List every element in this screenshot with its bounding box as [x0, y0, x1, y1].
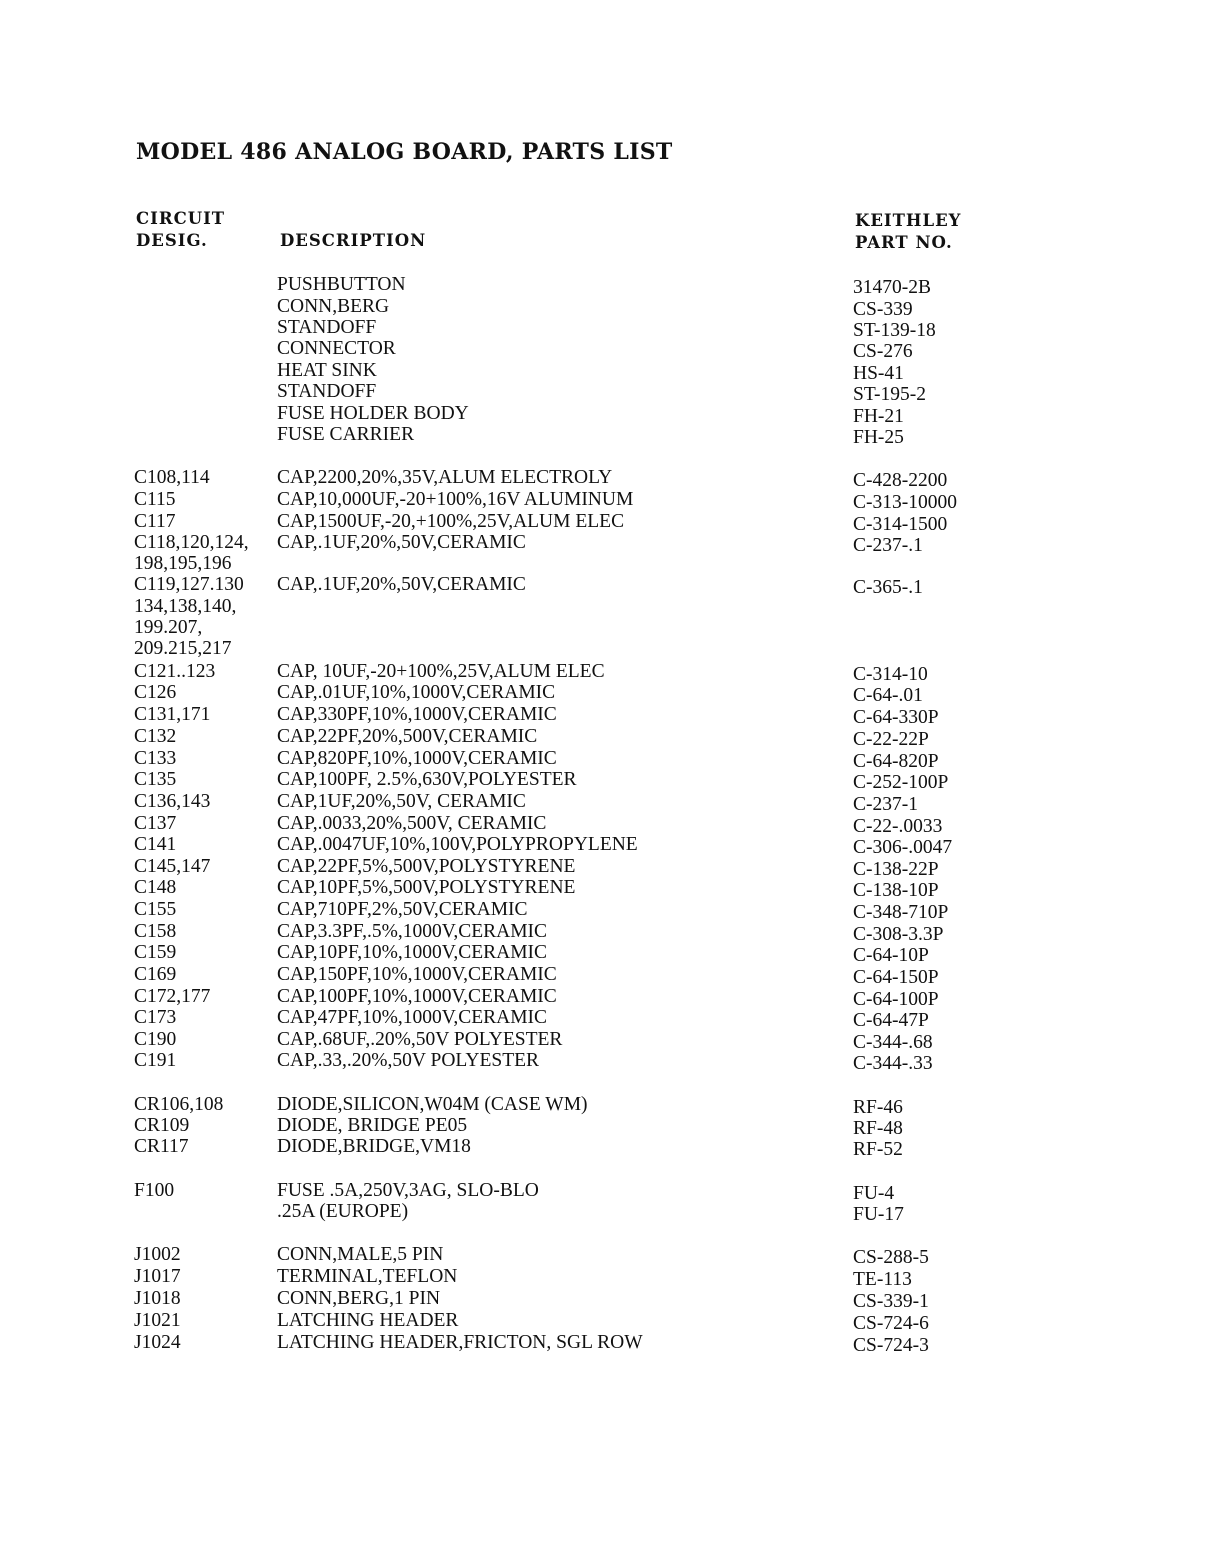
table-row — [0, 1266, 1224, 1288]
circuit-desig-cell: 199.207, — [134, 617, 203, 638]
circuit-desig-cell: C119,127.130 — [134, 574, 244, 595]
circuit-desig-cell: C169 — [134, 964, 177, 985]
description-cell: DIODE,BRIDGE,VM18 — [277, 1136, 471, 1157]
description-cell: CAP,1500UF,-20,+100%,25V,ALUM ELEC — [277, 511, 625, 532]
circuit-desig-cell: C148 — [134, 877, 177, 898]
circuit-desig-cell: C126 — [134, 682, 177, 703]
part-number-cell: C-237-.1 — [853, 535, 923, 556]
description-cell: CAP,100PF,10%,1000V,CERAMIC — [277, 986, 557, 1007]
table-row — [0, 532, 1224, 554]
table-row — [0, 511, 1224, 533]
table-row — [0, 553, 1224, 575]
part-number-cell: CS-288-5 — [853, 1247, 929, 1268]
table-row — [0, 856, 1224, 878]
circuit-desig-cell: F100 — [134, 1180, 175, 1201]
circuit-desig-cell: C135 — [134, 769, 177, 790]
table-row — [0, 877, 1224, 899]
part-number-cell: C-348-710P — [853, 902, 949, 923]
part-number-cell: TE-113 — [853, 1269, 912, 1290]
circuit-desig-cell: CR109 — [134, 1115, 190, 1136]
circuit-desig-cell: J1017 — [134, 1266, 181, 1287]
part-number-cell: CS-724-3 — [853, 1335, 929, 1356]
part-number-cell: C-64-330P — [853, 707, 939, 728]
part-number-cell: C-252-100P — [853, 772, 949, 793]
table-row — [0, 274, 1224, 296]
circuit-desig-cell: C155 — [134, 899, 177, 920]
table-row — [0, 1180, 1224, 1202]
circuit-desig-cell: J1002 — [134, 1244, 181, 1265]
part-number-cell: C-344-.33 — [853, 1053, 933, 1074]
part-number-cell: C-344-.68 — [853, 1032, 933, 1053]
circuit-desig-cell: C191 — [134, 1050, 177, 1071]
page-title: MODEL 486 ANALOG BOARD, PARTS LIST — [136, 139, 673, 165]
table-row — [0, 748, 1224, 770]
table-row — [0, 424, 1224, 446]
description-cell: HEAT SINK — [277, 360, 377, 381]
table-row — [0, 403, 1224, 425]
part-number-cell: FU-4 — [853, 1183, 895, 1204]
description-cell: CAP,10PF,5%,500V,POLYSTYRENE — [277, 877, 576, 898]
description-cell: CAP,.1UF,20%,50V,CERAMIC — [277, 574, 526, 595]
part-number-cell: C-64-820P — [853, 751, 939, 772]
table-row — [0, 899, 1224, 921]
table-row — [0, 1094, 1224, 1116]
table-row — [0, 574, 1224, 596]
description-cell: CONN,BERG — [277, 296, 390, 317]
description-cell: FUSE HOLDER BODY — [277, 403, 469, 424]
part-number-cell: C-428-2200 — [853, 470, 948, 491]
header-circuit-desig-line2: DESIG. — [136, 231, 208, 250]
table-row — [0, 617, 1224, 639]
table-row — [0, 813, 1224, 835]
table-row — [0, 1201, 1224, 1223]
description-cell: STANDOFF — [277, 317, 377, 338]
table-row — [0, 489, 1224, 511]
table-row — [0, 1115, 1224, 1137]
description-cell: FUSE .5A,250V,3AG, SLO-BLO — [277, 1180, 539, 1201]
description-cell: PUSHBUTTON — [277, 274, 406, 295]
part-number-cell: FH-25 — [853, 427, 904, 448]
description-cell: CONNECTOR — [277, 338, 396, 359]
table-row — [0, 1244, 1224, 1266]
part-number-cell: C-314-1500 — [853, 514, 948, 535]
part-number-cell: RF-48 — [853, 1118, 903, 1139]
description-cell: FUSE CARRIER — [277, 424, 415, 445]
circuit-desig-cell: C172,177 — [134, 986, 211, 1007]
part-number-cell: C-365-.1 — [853, 577, 923, 598]
description-cell: CAP,710PF,2%,50V,CERAMIC — [277, 899, 528, 920]
circuit-desig-cell: 209.215,217 — [134, 638, 232, 659]
table-row — [0, 296, 1224, 318]
table-row — [0, 381, 1224, 403]
description-cell: CAP,22PF,5%,500V,POLYSTYRENE — [277, 856, 576, 877]
description-cell: CAP,.01UF,10%,1000V,CERAMIC — [277, 682, 556, 703]
table-row — [0, 921, 1224, 943]
part-number-cell: C-314-10 — [853, 664, 928, 685]
header-circuit-desig-line1: CIRCUIT — [136, 209, 226, 228]
circuit-desig-cell: J1021 — [134, 1310, 181, 1331]
part-number-cell: C-64-47P — [853, 1010, 929, 1031]
circuit-desig-cell: J1024 — [134, 1332, 181, 1353]
table-row — [0, 726, 1224, 748]
description-cell: CAP, 10UF,-20+100%,25V,ALUM ELEC — [277, 661, 605, 682]
part-number-cell: C-22-.0033 — [853, 816, 943, 837]
description-cell: CAP,.1UF,20%,50V,CERAMIC — [277, 532, 526, 553]
part-number-cell: FU-17 — [853, 1204, 904, 1225]
table-row — [0, 360, 1224, 382]
header-part-line1: KEITHLEY — [855, 211, 962, 230]
table-row — [0, 661, 1224, 683]
table-row — [0, 964, 1224, 986]
circuit-desig-cell: C118,120,124, — [134, 532, 249, 553]
circuit-desig-cell: 134,138,140, — [134, 596, 237, 617]
description-cell: CAP,2200,20%,35V,ALUM ELECTROLY — [277, 467, 613, 488]
circuit-desig-cell: C141 — [134, 834, 177, 855]
part-number-cell: C-313-10000 — [853, 492, 957, 513]
part-number-cell: HS-41 — [853, 363, 904, 384]
part-number-cell: C-138-10P — [853, 880, 939, 901]
description-cell: CAP,47PF,10%,1000V,CERAMIC — [277, 1007, 548, 1028]
description-cell: LATCHING HEADER — [277, 1310, 459, 1331]
table-row — [0, 1332, 1224, 1354]
part-number-cell: ST-195-2 — [853, 384, 926, 405]
description-cell: CONN,BERG,1 PIN — [277, 1288, 441, 1309]
part-number-cell: FH-21 — [853, 406, 904, 427]
part-number-cell: CS-339-1 — [853, 1291, 929, 1312]
description-cell: .25A (EUROPE) — [277, 1201, 409, 1222]
table-row — [0, 1029, 1224, 1051]
description-cell: CAP,.0047UF,10%,100V,POLYPROPYLENE — [277, 834, 638, 855]
description-cell: CAP,.68UF,.20%,50V POLYESTER — [277, 1029, 563, 1050]
circuit-desig-cell: C131,171 — [134, 704, 211, 725]
circuit-desig-cell: C145,147 — [134, 856, 211, 877]
part-number-cell: C-237-1 — [853, 794, 918, 815]
table-row — [0, 791, 1224, 813]
table-row — [0, 338, 1224, 360]
circuit-desig-cell: C173 — [134, 1007, 177, 1028]
circuit-desig-cell: C121..123 — [134, 661, 216, 682]
table-row — [0, 317, 1224, 339]
part-number-cell: CS-276 — [853, 341, 913, 362]
description-cell: DIODE, BRIDGE PE05 — [277, 1115, 468, 1136]
table-row — [0, 682, 1224, 704]
description-cell: CAP,330PF,10%,1000V,CERAMIC — [277, 704, 557, 725]
circuit-desig-cell: C136,143 — [134, 791, 211, 812]
description-cell: CAP,22PF,20%,500V,CERAMIC — [277, 726, 538, 747]
circuit-desig-cell: C137 — [134, 813, 177, 834]
table-row — [0, 769, 1224, 791]
circuit-desig-cell: C115 — [134, 489, 176, 510]
description-cell: TERMINAL,TEFLON — [277, 1266, 458, 1287]
table-row — [0, 834, 1224, 856]
table-row — [0, 467, 1224, 489]
table-row — [0, 1007, 1224, 1029]
circuit-desig-cell: CR117 — [134, 1136, 189, 1157]
description-cell: CAP,.0033,20%,500V, CERAMIC — [277, 813, 547, 834]
part-number-cell: C-64-150P — [853, 967, 939, 988]
circuit-desig-cell: C190 — [134, 1029, 177, 1050]
table-row — [0, 1310, 1224, 1332]
table-row — [0, 1288, 1224, 1310]
part-number-cell: 31470-2B — [853, 277, 931, 298]
part-number-cell: RF-52 — [853, 1139, 903, 1160]
description-cell: CONN,MALE,5 PIN — [277, 1244, 444, 1265]
table-row — [0, 596, 1224, 618]
circuit-desig-cell: C133 — [134, 748, 177, 769]
part-number-cell: C-64-10P — [853, 945, 929, 966]
part-number-cell: C-306-.0047 — [853, 837, 953, 858]
part-number-cell: C-64-100P — [853, 989, 939, 1010]
table-row — [0, 1136, 1224, 1158]
description-cell: CAP,.33,.20%,50V POLYESTER — [277, 1050, 540, 1071]
description-cell: CAP,3.3PF,.5%,1000V,CERAMIC — [277, 921, 548, 942]
part-number-cell: ST-139-18 — [853, 320, 936, 341]
description-cell: CAP,10PF,10%,1000V,CERAMIC — [277, 942, 548, 963]
part-number-cell: C-64-.01 — [853, 685, 923, 706]
description-cell: CAP,100PF, 2.5%,630V,POLYESTER — [277, 769, 577, 790]
header-part-line2: PART NO. — [855, 233, 953, 252]
header-description: DESCRIPTION — [280, 231, 427, 250]
table-row — [0, 704, 1224, 726]
table-row — [0, 1050, 1224, 1072]
part-number-cell: CS-724-6 — [853, 1313, 929, 1334]
description-cell: CAP,10,000UF,-20+100%,16V ALUMINUM — [277, 489, 634, 510]
part-number-cell: RF-46 — [853, 1097, 903, 1118]
circuit-desig-cell: J1018 — [134, 1288, 181, 1309]
circuit-desig-cell: C108,114 — [134, 467, 210, 488]
description-cell: CAP,820PF,10%,1000V,CERAMIC — [277, 748, 557, 769]
part-number-cell: CS-339 — [853, 299, 913, 320]
table-row — [0, 942, 1224, 964]
table-row — [0, 638, 1224, 660]
circuit-desig-cell: 198,195,196 — [134, 553, 232, 574]
description-cell: STANDOFF — [277, 381, 377, 402]
circuit-desig-cell: C117 — [134, 511, 176, 532]
circuit-desig-cell: CR106,108 — [134, 1094, 224, 1115]
part-number-cell: C-22-22P — [853, 729, 929, 750]
part-number-cell: C-308-3.3P — [853, 924, 944, 945]
circuit-desig-cell: C158 — [134, 921, 177, 942]
table-row — [0, 986, 1224, 1008]
description-cell: LATCHING HEADER,FRICTON, SGL ROW — [277, 1332, 643, 1353]
description-cell: CAP,1UF,20%,50V, CERAMIC — [277, 791, 526, 812]
circuit-desig-cell: C132 — [134, 726, 177, 747]
description-cell: CAP,150PF,10%,1000V,CERAMIC — [277, 964, 557, 985]
description-cell: DIODE,SILICON,W04M (CASE WM) — [277, 1094, 588, 1115]
circuit-desig-cell: C159 — [134, 942, 177, 963]
part-number-cell: C-138-22P — [853, 859, 939, 880]
